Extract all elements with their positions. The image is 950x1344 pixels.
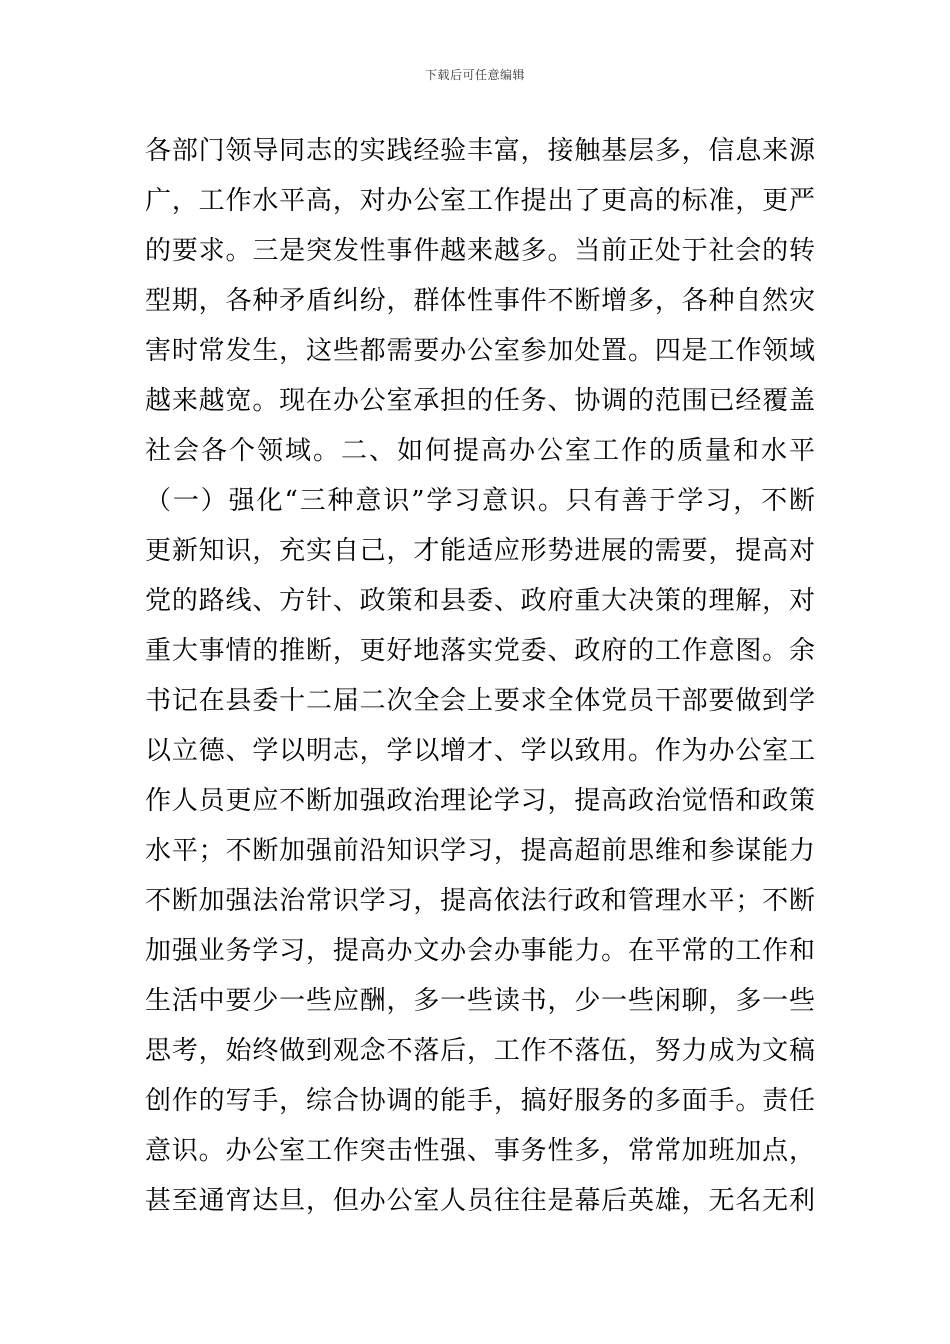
body-text (145, 126, 815, 1226)
text-line: 重大事情的推断，更好地落实党委、政府的工作意图。余 (145, 636, 815, 666)
text-line: 的要求。三是突发性事件越来越多。当前正处于社会的转 (145, 236, 815, 266)
text-line: 书记在县委十二届二次全会上要求全体党员干部要做到学 (145, 686, 815, 716)
text-line: 创作的写手，综合协调的能手，搞好服务的多面手。责任 (145, 1086, 815, 1116)
text-line: 社会各个领域。二、如何提高办公室工作的质量和水平 (145, 436, 815, 466)
text-line: 各部门领导同志的实践经验丰富，接触基层多，信息来源 (145, 136, 815, 166)
text-line: 加强业务学习，提高办文办会办事能力。在平常的工作和 (145, 936, 815, 966)
text-line: 越来越宽。现在办公室承担的任务、协调的范围已经覆盖 (145, 386, 815, 416)
text-line: （一）强化“三种意识”学习意识。只有善于学习，不断 (145, 486, 815, 516)
text-line: 更新知识，充实自己，才能适应形势进展的需要，提高对 (145, 536, 815, 566)
text-line: 害时常发生，这些都需要办公室参加处置。四是工作领域 (145, 336, 815, 366)
text-line: 甚至通宵达旦，但办公室人员往往是幕后英雄，无名无利 (145, 1186, 815, 1216)
text-line: 作人员更应不断加强政治理论学习，提高政治觉悟和政策 (145, 786, 815, 816)
text-line: 水平；不断加强前沿知识学习，提高超前思维和参谋能力 (145, 836, 815, 866)
text-line: 以立德、学以明志，学以增才、学以致用。作为办公室工 (145, 736, 815, 766)
text-line: 广，工作水平高，对办公室工作提出了更高的标准，更严 (145, 186, 815, 216)
text-line: 意识。办公室工作突击性强、事务性多，常常加班加点， (145, 1136, 815, 1166)
text-line: 生活中要少一些应酬，多一些读书，少一些闲聊，多一些 (145, 986, 815, 1016)
text-line: 党的路线、方针、政策和县委、政府重大决策的理解，对 (145, 586, 815, 616)
header-note: 下载后可任意编辑 (424, 68, 525, 82)
text-line: 型期，各种矛盾纠纷，群体性事件不断增多，各种自然灾 (145, 286, 815, 316)
text-line: 思考，始终做到观念不落后，工作不落伍，努力成为文稿 (145, 1036, 815, 1066)
text-line: 不断加强法治常识学习，提高依法行政和管理水平；不断 (145, 886, 815, 916)
